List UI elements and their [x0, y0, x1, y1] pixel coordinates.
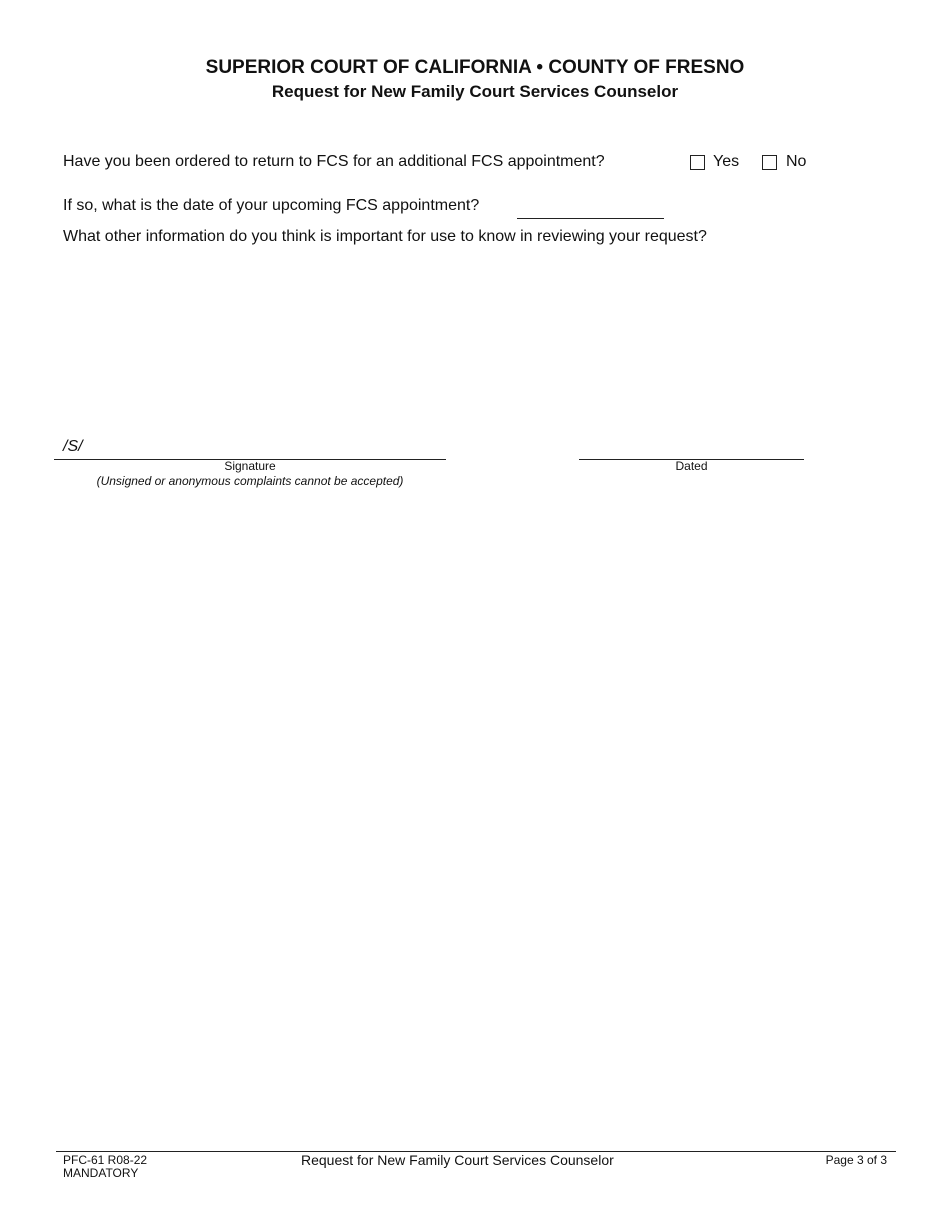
no-checkbox[interactable]	[762, 155, 777, 175]
court-heading: SUPERIOR COURT OF CALIFORNIA • COUNTY OF FRESNO	[205, 57, 745, 78]
page-number: Page 3 of 3	[825, 1153, 887, 1167]
mandatory-label: MANDATORY	[63, 1166, 139, 1180]
question-fcs-return: Have you been ordered to return to FCS for an additional FCS appointment?	[63, 153, 605, 170]
no-label: No	[786, 153, 807, 170]
other-info-field[interactable]	[63, 252, 883, 422]
signature-value[interactable]: /S/	[63, 438, 83, 455]
form-number: PFC-61 R08-22	[63, 1153, 148, 1167]
footer-title: Request for New Family Court Services Counselor	[301, 1152, 614, 1168]
form-title: Request for New Family Court Services Counselor	[271, 82, 679, 101]
signature-note: (Unsigned or anonymous complaints cannot be accepted)	[96, 474, 404, 488]
appointment-date-field[interactable]	[517, 198, 664, 219]
date-label: Dated	[675, 459, 708, 473]
signature-label: Signature	[224, 459, 276, 473]
yes-label: Yes	[713, 153, 740, 170]
yes-checkbox[interactable]	[690, 155, 705, 175]
question-appointment-date: If so, what is the date of your upcoming FCS appointment?	[63, 197, 480, 214]
date-field[interactable]	[579, 438, 804, 458]
question-other-info: What other information do you think is important for use to know in reviewing your request?	[63, 228, 707, 245]
